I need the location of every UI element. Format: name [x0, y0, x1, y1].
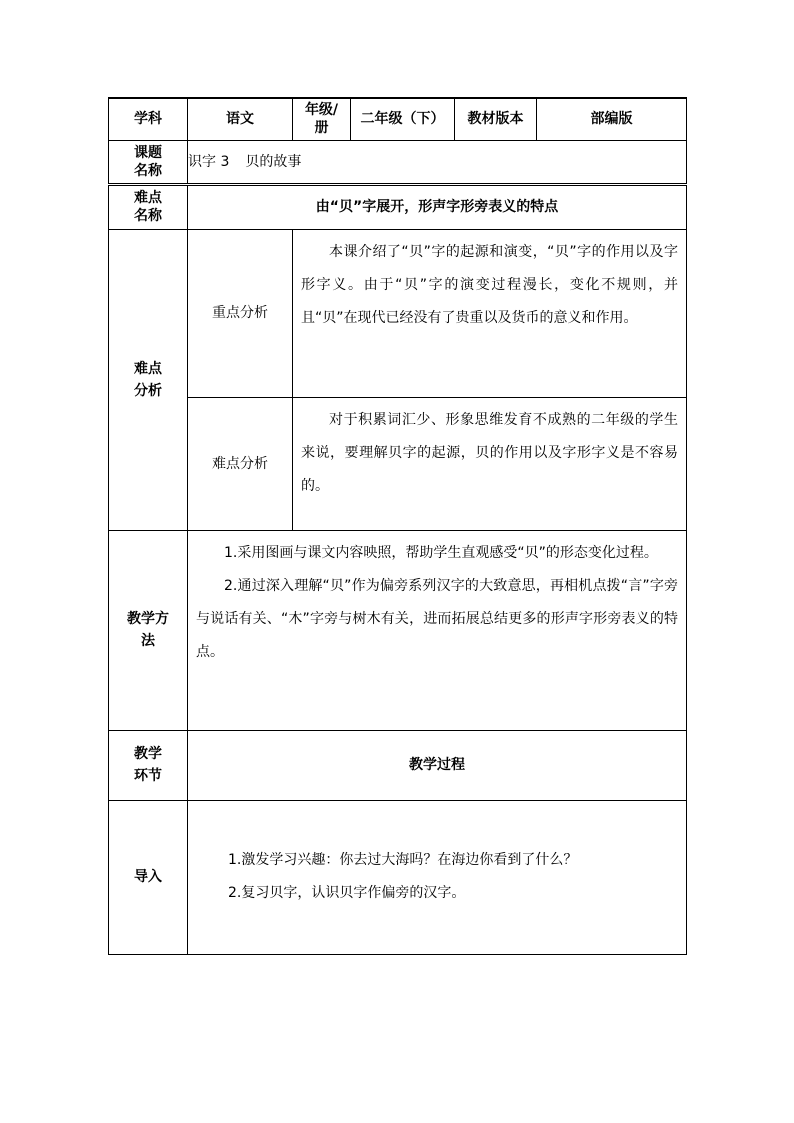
intro-cell	[188, 800, 687, 954]
methods-label-line1: 教学方	[127, 611, 169, 627]
methods-item-2: 2.通过深入理解“贝”作为偏旁系列汉字的大致意思，再相机点拨“言”字旁与说话有关、“木”字旁与树木有关，进而拓展总结更多的形声字形旁表义的特点。	[196, 577, 678, 660]
lesson-name: 贝的故事	[245, 153, 302, 170]
grade-label-line1: 年级/	[304, 102, 339, 119]
key-analysis-row	[109, 229, 687, 397]
edition-value: 部编版	[537, 98, 687, 140]
methods-cell	[188, 530, 687, 730]
key-analysis-text: 本课介绍了“贝”字的起源和演变，“贝”字的作用以及字形字义。由于“贝”字的演变过程漫长，变化不规则，并且“贝”在现代已经没有了贵重以及货币的意义和作用。	[301, 243, 678, 326]
process-header-label-line2: 环节	[134, 768, 162, 784]
process-header-label-line1: 教学	[134, 746, 162, 762]
methods-item-1: 1.采用图画与课文内容映照，帮助学生直观感受“贝”的形态变化过程。	[224, 544, 658, 561]
hard-analysis-text: 对于积累词汇少、形象思维发育不成熟的二年级的学生来说，要理解贝字的起源，贝的作用以及字形字义是不容易的。	[301, 411, 678, 494]
lesson-plan-table	[108, 97, 687, 955]
key-analysis-label: 重点分析	[188, 229, 293, 397]
grade-label-line2: 册	[314, 120, 329, 137]
difficulty-name-value: 由“贝”字展开，形声字形旁表义的特点	[188, 184, 687, 229]
key-analysis-cell	[293, 229, 687, 397]
difficulty-name-label-line2: 名称	[134, 208, 162, 224]
difficulty-name-label-line1: 难点	[134, 190, 162, 206]
methods-row	[109, 530, 687, 730]
analysis-label-line1: 难点	[134, 360, 162, 377]
grade-label	[293, 98, 351, 140]
edition-label: 教材版本	[455, 98, 537, 140]
intro-row	[109, 800, 687, 954]
lesson-label	[109, 140, 188, 184]
lesson-number: 识字 3	[188, 153, 230, 170]
hard-analysis-cell	[293, 397, 687, 530]
lesson-label-line2: 名称	[134, 162, 162, 179]
process-header-row	[109, 730, 687, 800]
subject-label: 学科	[109, 98, 188, 140]
process-header-label	[109, 730, 188, 800]
process-header-value: 教学过程	[188, 730, 687, 800]
analysis-label	[109, 229, 188, 530]
difficulty-name-label	[109, 184, 188, 229]
grade-value: 二年级（下）	[351, 98, 455, 140]
subject-value: 语文	[188, 98, 293, 140]
intro-label: 导入	[109, 800, 188, 954]
lesson-title-row	[109, 140, 687, 184]
methods-label-line2: 法	[141, 633, 155, 649]
lesson-title	[188, 140, 687, 184]
lesson-label-line1: 课题	[134, 144, 162, 161]
analysis-label-line2: 分析	[134, 382, 162, 399]
header-row	[109, 98, 687, 140]
hard-analysis-row	[109, 397, 687, 530]
difficulty-name-row	[109, 184, 687, 229]
hard-analysis-label: 难点分析	[188, 397, 293, 530]
intro-item-2: 2.复习贝字，认识贝字作偏旁的汉字。	[228, 885, 466, 901]
methods-label	[109, 530, 188, 730]
intro-item-1: 1.激发学习兴趣：你去过大海吗？在海边你看到了什么？	[228, 852, 578, 868]
